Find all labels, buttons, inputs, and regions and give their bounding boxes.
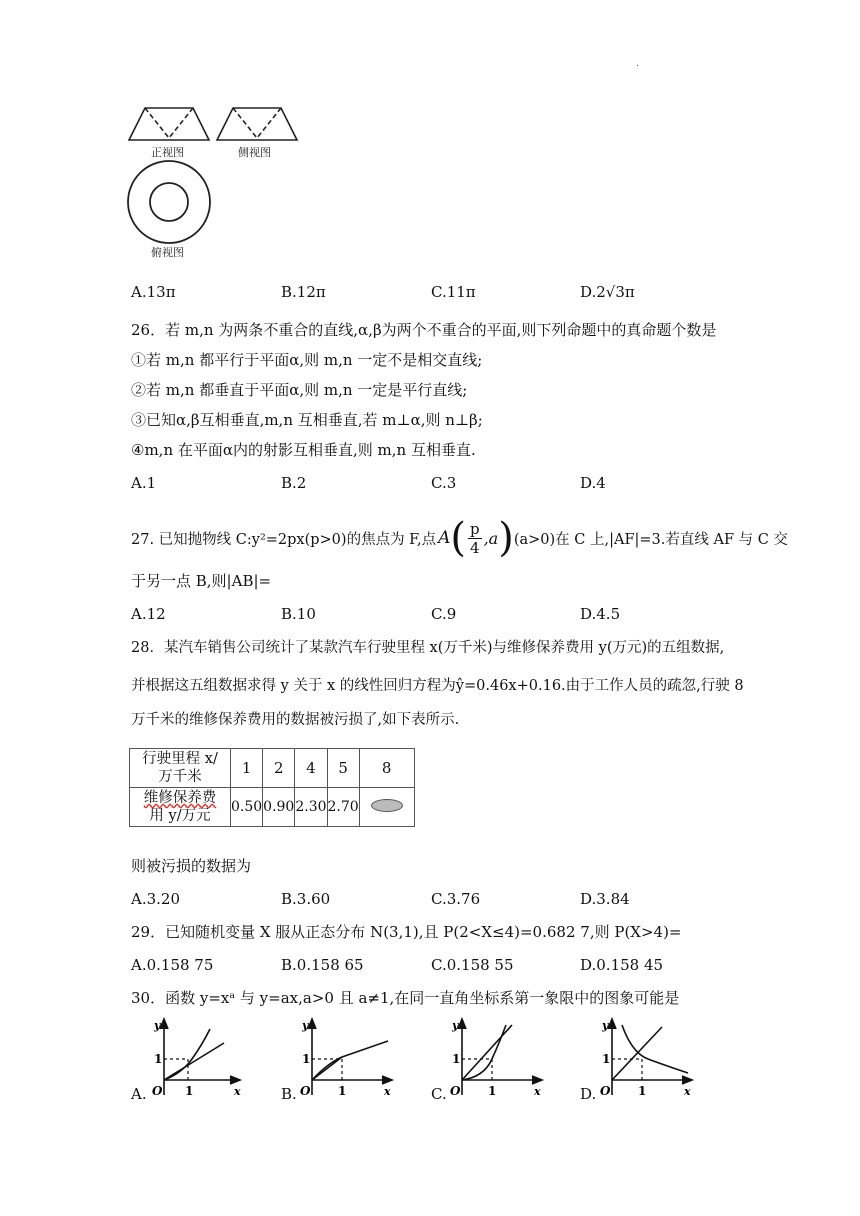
table-cell: 0.50 [231,788,263,827]
x-one-label: 1 [185,1084,194,1098]
line-curve [612,1027,662,1080]
q29-option-a: A.0.158 75 [131,956,214,974]
q26-item-4: ④m,n 在平面α内的射影互相垂直,则 m,n 互相垂直. [131,441,476,459]
table-cell: 8 [359,749,414,788]
page-mark: . [636,58,640,69]
top-view [128,161,210,243]
q28-after: 则被污损的数据为 [131,857,252,875]
line-curve [164,1043,224,1080]
q27-right-paren: ) [498,515,514,561]
q30-option-c-label: C. [431,1085,447,1103]
q27-frac-den: 4 [470,538,480,557]
q25-option-d: D.2√3π [580,283,635,301]
origin-label: O [450,1084,461,1098]
top-view-caption: 俯视图 [151,246,184,259]
q25-option-a: A.13π [131,283,176,301]
q27-left-paren: ( [450,515,466,561]
table-cell: 2.70 [327,788,359,827]
header-text: 维修保养费 [143,790,217,806]
x-one-label: 1 [638,1084,647,1098]
q26-stem: 26．若 m,n 为两条不重合的直线,α,β为两个不重合的平面,则下列命题中的真命题个数是 [131,321,717,339]
x-label: x [534,1085,541,1098]
y-one-label: 1 [302,1052,311,1066]
q30-option-a-label: A. [131,1085,147,1103]
q25-option-c: C.11π [431,283,476,301]
q28-line2: 并根据这五组数据求得 y 关于 x 的线性回归方程为ŷ=0.46x+0.16.由于工作人员的疏忽,行驶 8 [131,678,744,694]
front-view [129,108,209,140]
y-label: y [154,1019,161,1032]
q25-option-b: B.12π [281,283,326,301]
q27-line2: 于另一点 B,则|AB|= [131,572,272,590]
q26-option-a: A.1 [131,474,157,492]
table-cell: 1 [231,749,263,788]
header-text: 行驶里程 x/ [142,751,218,767]
q27-fraction [468,520,482,557]
q29-option-b: B.0.158 65 [281,956,364,974]
q26-option-c: C.3 [431,474,457,492]
table-header-mileage [130,749,231,788]
q27-option-b: B.10 [281,605,316,623]
q30-option-b-label: B. [281,1085,297,1103]
table-row [130,788,415,827]
line-curve [312,1057,342,1080]
x-label: x [234,1085,241,1098]
x-label: x [384,1085,391,1098]
smudge-mark [371,799,403,812]
origin-label: O [152,1084,163,1098]
y-label: y [302,1019,309,1032]
q27-frac-num: p [469,519,480,538]
q27-point-second: ,a [483,528,499,548]
q30-graph-a [150,1015,245,1100]
q29-option-d: D.0.158 45 [580,956,664,974]
q28-line1: 28．某汽车销售公司统计了某款汽车行驶里程 x(万千米)与维修保养费用 y(万元)的五组数据, [131,640,725,656]
y-one-label: 1 [452,1052,461,1066]
q30-graph-c [448,1015,548,1100]
q29-stem: 29．已知随机变量 X 服从正态分布 N(3,1),且 P(2<X≤4)=0.682 7,则 P(X>4)= [131,923,682,941]
table-header-cost [130,788,231,827]
q28-option-a: A.3.20 [131,890,180,908]
table-cell: 0.90 [263,788,295,827]
table-cell: 2.30 [295,788,327,827]
smudged-cell [359,788,414,827]
q27-option-d: D.4.5 [580,605,621,623]
table-cell: 5 [327,749,359,788]
q27-stem [131,512,788,564]
q27-part2: (a>0)在 C 上,|AF|=3.若直线 AF 与 C 交 [513,531,788,548]
q27-part1: 27. 已知抛物线 C:y²=2px(p>0)的焦点为 F,点 [131,531,437,548]
q28-option-d: D.3.84 [580,890,630,908]
q30-option-d-label: D. [580,1085,597,1103]
q30-stem: 30．函数 y=xᵃ 与 y=ax,a>0 且 a≠1,在同一直角坐标系第一象限中的图象可能是 [131,989,680,1007]
side-view-caption: 侧视图 [238,146,271,159]
origin-label: O [600,1084,611,1098]
y-one-label: 1 [602,1052,611,1066]
q26-item-2: ②若 m,n 都垂直于平面α,则 m,n 一定是平行直线; [131,381,468,399]
q29-option-c: C.0.158 55 [431,956,514,974]
q27-option-c: C.9 [431,605,457,623]
q26-item-3: ③已知α,β互相垂直,m,n 互相垂直,若 m⊥α,则 n⊥β; [131,411,483,429]
q28-option-c: C.3.76 [431,890,481,908]
origin-label: O [300,1084,311,1098]
side-view [217,108,297,140]
power-curve [164,1029,210,1080]
q26-option-d: D.4 [580,474,606,492]
q28-option-b: B.3.60 [281,890,331,908]
q28-data-table [129,748,415,827]
x-one-label: 1 [488,1084,497,1098]
q27-option-a: A.12 [131,605,166,623]
x-label: x [684,1085,691,1098]
q30-graph-b [298,1015,398,1100]
three-view-figure [125,100,305,260]
header-text: 万千米 [158,769,202,785]
x-one-label: 1 [338,1084,347,1098]
front-view-caption: 正视图 [151,146,184,159]
table-row [130,749,415,788]
q28-line3: 万千米的维修保养费用的数据被污损了,如下表所示. [131,712,460,728]
q26-item-1: ①若 m,n 都平行于平面α,则 m,n 一定不是相交直线; [131,351,483,369]
y-label: y [602,1019,609,1032]
line-curve [462,1025,512,1080]
y-label: y [452,1019,459,1032]
header-text: 用 y/万元 [149,808,211,824]
q27-point-label: A [438,528,451,548]
table-cell: 2 [263,749,295,788]
table-cell: 4 [295,749,327,788]
q30-graph-d [598,1015,698,1100]
y-one-label: 1 [154,1052,163,1066]
power-curve [312,1041,388,1080]
power-curve [622,1025,688,1073]
q26-option-b: B.2 [281,474,307,492]
